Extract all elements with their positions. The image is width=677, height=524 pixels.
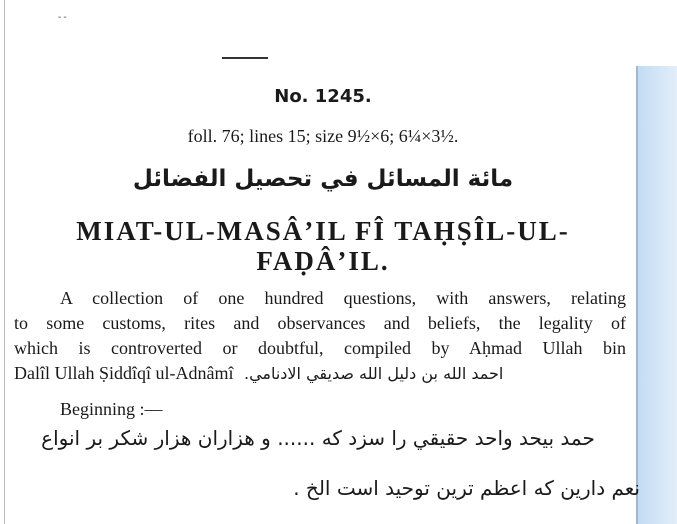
title-line-2: FAḌÂ’IL.: [256, 246, 390, 276]
arabic-title: مائة المسائل في تحصيل الفضائل: [132, 166, 514, 192]
beginning-arabic-line-2: نعم دارين كه اعظم ترين توحيد است الخ .: [293, 476, 640, 500]
manuscript-specs: foll. 76; lines 15; size 9½×6; 6¼×3½.: [187, 126, 459, 146]
description-line-3: which is controverted or doubtful, compiled by Aḥmad Ullah bin: [14, 338, 626, 358]
entry-number: No. 1245.: [274, 86, 372, 107]
page-edge-line: [4, 0, 5, 524]
beginning-arabic-line-1: حمد بيحد واحد حقيقي را سزد كه ...... و هزاران هزار شكر بر انواع: [41, 426, 595, 450]
beginning-label: Beginning :—: [60, 399, 163, 419]
top-dash: [222, 57, 268, 59]
description-line-2: to some customs, rites and observances and beliefs, the legality of: [14, 313, 626, 333]
description-line-4: [14, 363, 626, 384]
title-line-1: MIAT-UL-MASÂ’IL FÎ TAḤṢÎL-UL-: [76, 216, 570, 246]
author-name: Dalîl Ullah Ṣiddîqî ul-Adnâmî: [14, 363, 234, 383]
scan-mark: --: [58, 12, 69, 23]
scan-margin-strip: [638, 66, 677, 524]
description-line-1: A collection of one hundred questions, with answers, relating: [60, 288, 626, 308]
author-arabic: احمد الله بن دليل الله صديقي الادنامي.: [243, 364, 504, 383]
catalogue-page: [10, 66, 640, 524]
